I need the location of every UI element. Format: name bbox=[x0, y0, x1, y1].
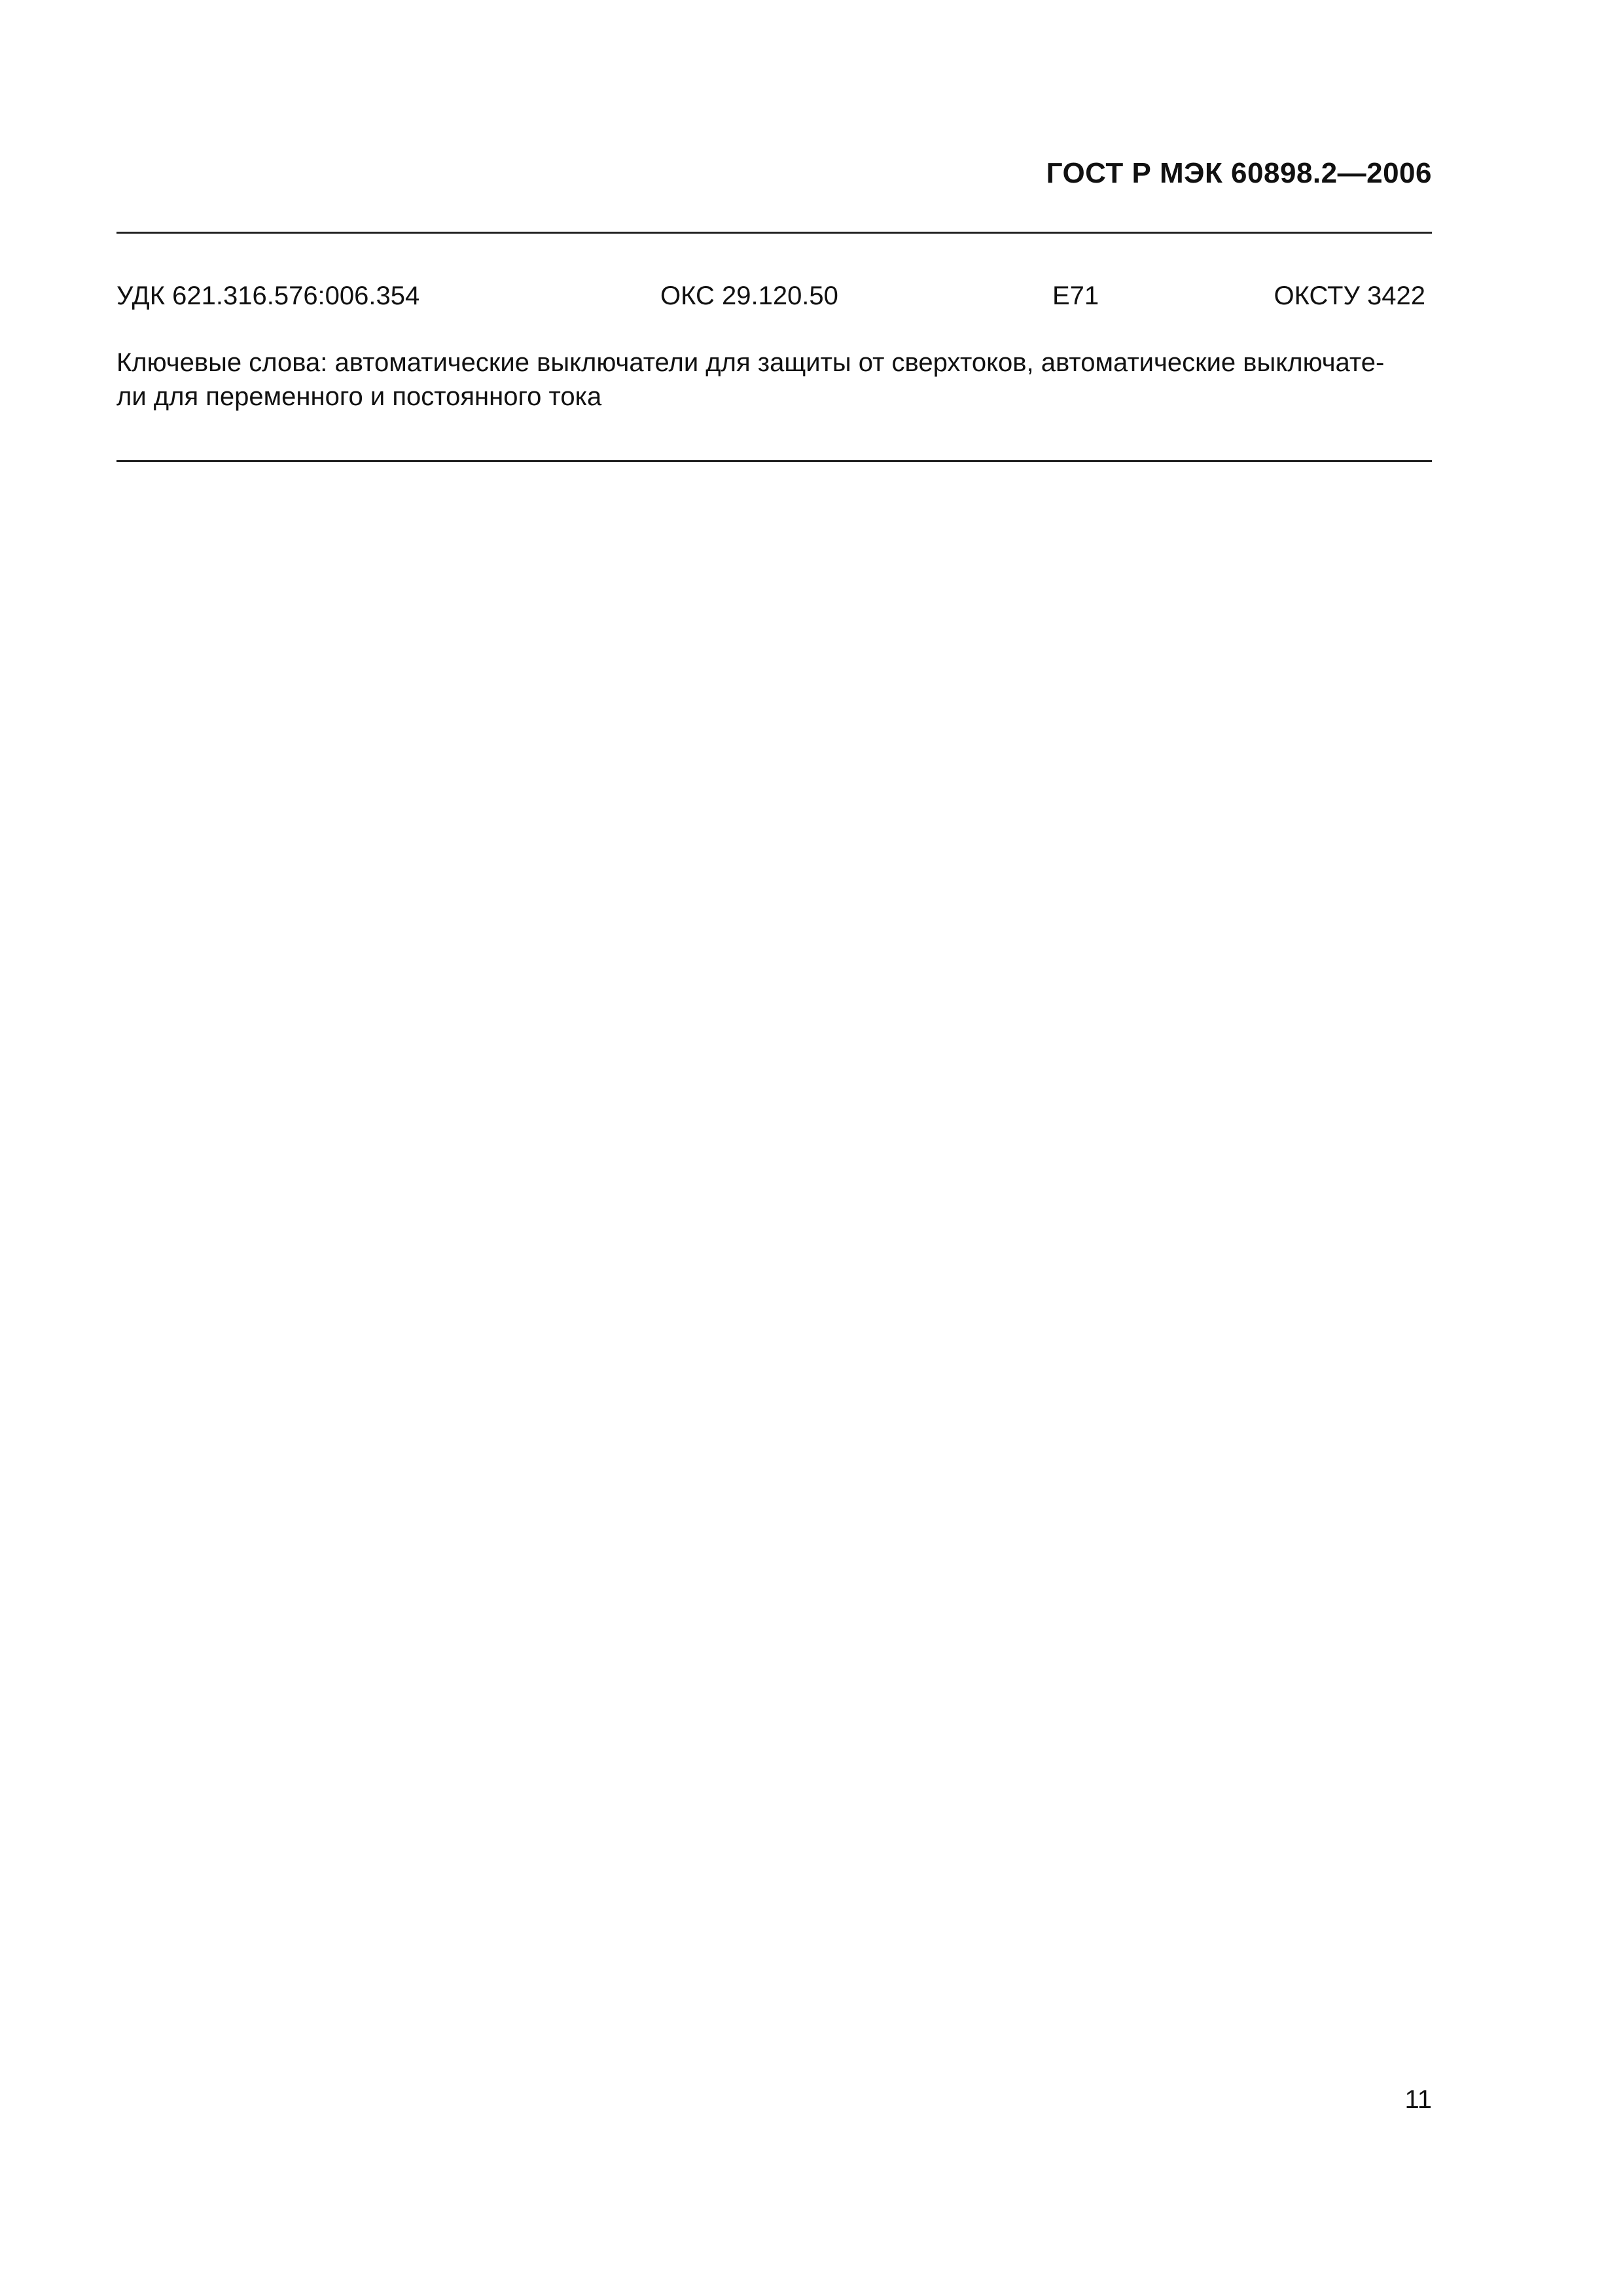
document-header: ГОСТ Р МЭК 60898.2—2006 bbox=[1046, 157, 1432, 189]
top-divider bbox=[116, 232, 1432, 234]
keywords-line-2: ли для переменного и постоянного тока bbox=[116, 382, 602, 411]
group-code: Е71 bbox=[1052, 281, 1099, 310]
classification-codes-row bbox=[116, 281, 1432, 318]
oks-code: ОКС 29.120.50 bbox=[660, 281, 838, 310]
keywords-paragraph bbox=[116, 346, 1432, 414]
bottom-divider bbox=[116, 460, 1432, 462]
okstu-code: ОКСТУ 3422 bbox=[1274, 281, 1425, 310]
page-number: 11 bbox=[1404, 2085, 1432, 2114]
keywords-line-1: Ключевые слова: автоматические выключатели для защиты от сверхтоков, автоматические выключате- bbox=[116, 348, 1385, 377]
udk-code: УДК 621.316.576:006.354 bbox=[116, 281, 420, 310]
